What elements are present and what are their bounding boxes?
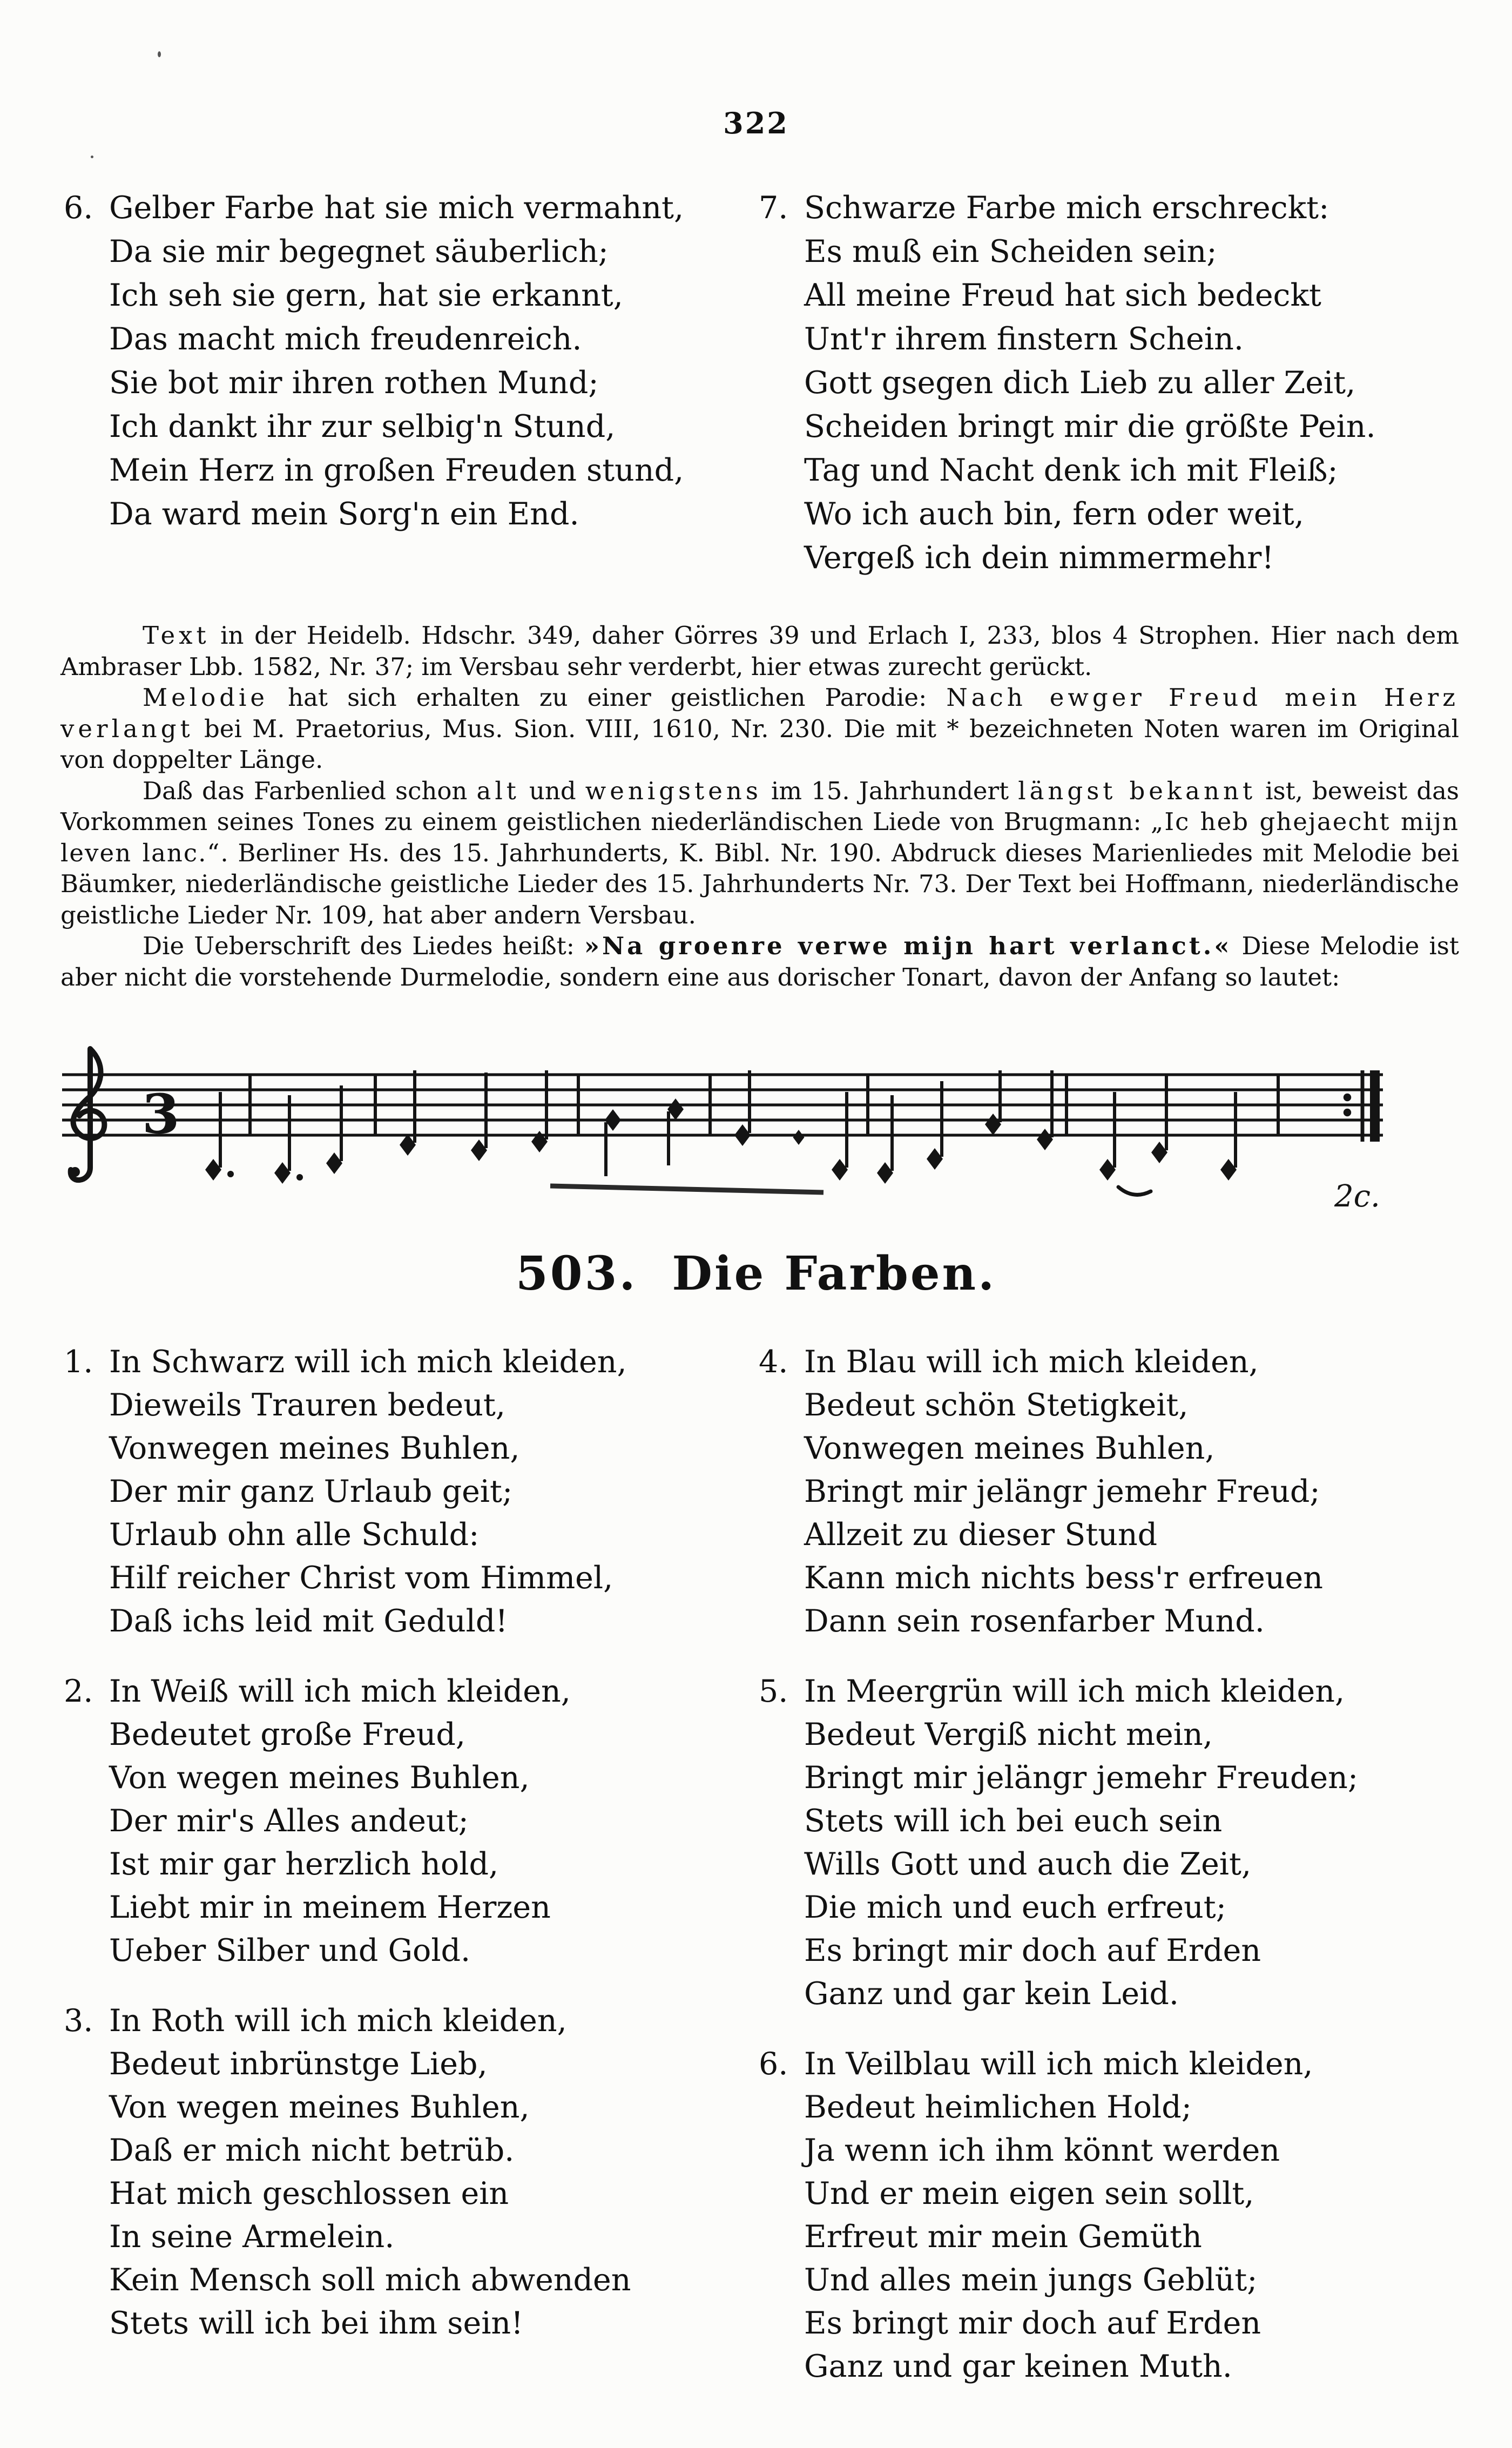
note: [793, 1130, 805, 1145]
verse-line: Es muß ein Scheiden sein;: [804, 234, 1217, 269]
note: [1099, 1092, 1151, 1195]
commentary-paragraph: [60, 775, 1459, 931]
song-verses: [64, 1340, 1468, 2415]
verse-line: All meine Freud hat sich bedeckt: [804, 278, 1321, 313]
verse-line: Hat mich geschlossen ein: [109, 2176, 509, 2211]
verse: [759, 186, 1452, 580]
verse-line: Gelber Farbe hat sie mich vermahnt,: [109, 190, 684, 226]
verse-line: Und er mein eigen sein sollt,: [804, 2176, 1254, 2211]
verse-line: Ja wenn ich ihm könnt werden: [804, 2133, 1280, 2168]
verse-line: In Roth will ich mich kleiden,: [109, 2003, 567, 2039]
verse-line: Ich dankt ihr zur selbig'n Stund,: [109, 409, 616, 444]
verse-line: Ich seh sie gern, hat sie erkannt,: [109, 278, 623, 313]
text-segment: in der Heidelb. Hdschr. 349, daher Görres 39 und Erlach I, 233, blos 4 Strophen. Hier nach dem Ambraser Lbb. 1582, Nr. 37; im Versbau sehr verderbt, hier etwas zurecht gerückt.: [60, 621, 1459, 681]
ink-speck: [91, 156, 93, 158]
verse: [759, 2042, 1452, 2388]
note: [274, 1095, 303, 1184]
text-segment: im 15. Jahrhundert: [761, 776, 1018, 805]
note: [400, 1070, 416, 1156]
text-segment: . Berliner Hs. des 15. Jahrhunderts, K. Bibl. Nr. 190. Abdruck dieses Marienliedes mit Melodie bei Bäumker, niederländische geistliche Lieder des 15. Jahrhunderts Nr. 73. Der Text bei Hoffmann, niederländische geistliche Lieder Nr. 109, hat aber andern Versbau.: [60, 838, 1460, 929]
verse-line: Von wegen meines Buhlen,: [109, 2089, 530, 2125]
verse-line: Der mir's Alles andeut;: [109, 1803, 469, 1839]
verse-line: Bringt mir jelängr jemehr Freuden;: [804, 1760, 1359, 1796]
verse-number: 2.: [64, 1674, 93, 1709]
text-segment: Melodie: [143, 683, 269, 712]
verse-line: Vergeß ich dein nimmermehr!: [804, 540, 1274, 576]
verse-line: Bedeut inbrünstge Lieb,: [109, 2046, 488, 2082]
verse-line: Und alles mein jungs Geblüt;: [804, 2262, 1258, 2298]
verse-number: 6.: [759, 2046, 788, 2082]
commentary-paragraph: [60, 682, 1459, 775]
verse-line: Urlaub ohn alle Schuld:: [109, 1517, 480, 1553]
verse-line: Wills Gott und auch die Zeit,: [804, 1846, 1252, 1882]
verse-line: Stets will ich bei ihm sein!: [109, 2305, 524, 2341]
treble-clef-icon: [71, 1049, 105, 1180]
text-segment: »Na groenre verwe mijn hart verlanct.«: [584, 932, 1232, 960]
commentary-paragraph: [60, 620, 1459, 682]
verse-line: Ganz und gar keinen Muth.: [804, 2349, 1232, 2384]
verse-line: Hilf reicher Christ vom Himmel,: [109, 1560, 613, 1596]
verse-column-left: [64, 1340, 759, 2415]
note: [1037, 1070, 1053, 1150]
slur: [1118, 1187, 1151, 1195]
previous-song-verses: [64, 186, 1452, 607]
note: [667, 1098, 684, 1165]
verse-line: Sie bot mir ihren rothen Mund;: [109, 365, 599, 401]
verse-line: Bedeut schön Stetigkeit,: [804, 1387, 1189, 1423]
verse-number: 3.: [64, 2003, 93, 2039]
verse-line: Daß er mich nicht betrüb.: [109, 2133, 515, 2168]
page-number: 322: [723, 106, 789, 140]
verse-line: Daß ichs leid mit Geduld!: [109, 1603, 508, 1639]
text-segment: hat sich erhalten zu einer geistlichen Parodie:: [268, 683, 947, 712]
verse-line: Dieweils Trauren bedeut,: [109, 1387, 505, 1423]
verse-line: Dann sein rosenfarber Mund.: [804, 1603, 1265, 1639]
text-segment: „Ic heb ghejaecht mijn leven lanc.“: [60, 807, 1459, 867]
verse: [64, 186, 759, 536]
verse-line: Mein Herz in großen Freuden stund,: [109, 453, 684, 488]
note: [927, 1081, 943, 1170]
verse-line: In Meergrün will ich mich kleiden,: [804, 1674, 1345, 1709]
song-heading: [0, 1246, 1512, 1301]
ink-smear: [550, 1186, 824, 1192]
note: [605, 1109, 621, 1176]
treble-clef-icon: [70, 1167, 80, 1177]
verse-line: Die mich und euch erfreut;: [804, 1890, 1226, 1925]
verse-line: Kann mich nichts bess'r erfreuen: [804, 1560, 1323, 1596]
verse-line: Unt'r ihrem finstern Schein.: [804, 321, 1244, 357]
verse-line: Es bringt mir doch auf Erden: [804, 1933, 1261, 1968]
verse-column-left: [64, 186, 759, 607]
text-segment: längst bekannt: [1018, 776, 1257, 805]
song-title: Die Farben.: [672, 1246, 997, 1301]
verse-number: 5.: [759, 1674, 788, 1709]
verse-line: Vonwegen meines Buhlen,: [804, 1431, 1215, 1466]
note: [985, 1070, 1001, 1135]
verse-line: Kein Mensch soll mich abwenden: [109, 2262, 631, 2298]
verse-line: In Schwarz will ich mich kleiden,: [109, 1344, 627, 1380]
verse-line: Schwarze Farbe mich erschreckt:: [804, 190, 1329, 226]
verse-line: Bedeut Vergiß nicht mein,: [804, 1717, 1213, 1752]
verse-line: Ganz und gar kein Leid.: [804, 1976, 1179, 2012]
verse: [64, 1340, 759, 1643]
note: [877, 1095, 893, 1184]
verse-line: Da ward mein Sorg'n ein End.: [109, 496, 579, 532]
verse-line: Da sie mir begegnet säuberlich;: [109, 234, 609, 269]
note: [531, 1070, 548, 1152]
verse-line: Das macht mich freudenreich.: [109, 321, 582, 357]
verse-line: Der mir ganz Urlaub geit;: [109, 1474, 513, 1509]
verse-line: Scheiden bringt mir die größte Pein.: [804, 409, 1376, 444]
note: [326, 1085, 342, 1174]
verse-line: Erfreut mir mein Gemüth: [804, 2219, 1202, 2255]
verse: [64, 1999, 759, 2345]
verse-line: Vonwegen meines Buhlen,: [109, 1431, 520, 1466]
verse-number: 6.: [64, 190, 93, 226]
verse-line: Von wegen meines Buhlen,: [109, 1760, 530, 1796]
staff-svg: [51, 1042, 1390, 1220]
note: [734, 1070, 751, 1146]
text-segment: Nach ewger Freud mein Herz verlangt: [60, 683, 1459, 743]
commentary-paragraph: [60, 930, 1459, 993]
verse: [759, 1670, 1452, 2015]
verse-column-right: [759, 1340, 1452, 2415]
verse-number: 7.: [759, 190, 788, 226]
verse-line: In Weiß will ich mich kleiden,: [109, 1674, 571, 1709]
text-segment: Diese Melodie ist aber nicht die vorstehende Durmelodie, sondern eine aus dorischer Tonart, davon der Anfang so lautet:: [60, 932, 1459, 992]
text-segment: ist, beweist das Vorkommen seines Tones zu einem geistlichen niederländischen Liede von Brugmann:: [60, 776, 1459, 836]
verse-line: Wo ich auch bin, fern oder weit,: [804, 496, 1304, 532]
verse-number: 4.: [759, 1344, 788, 1380]
text-segment: und: [519, 776, 585, 805]
verse: [759, 1340, 1452, 1643]
text-segment: Text: [143, 621, 210, 650]
music-staff: [51, 1042, 1390, 1220]
verse-line: In Veilblau will ich mich kleiden,: [804, 2046, 1313, 2082]
verse-line: In Blau will ich mich kleiden,: [804, 1344, 1259, 1380]
verse: [64, 1670, 759, 1972]
verse-line: Ist mir gar herzlich hold,: [109, 1846, 499, 1882]
ink-speck: [158, 51, 161, 57]
verse-line: In seine Armelein.: [109, 2219, 395, 2255]
verse-line: Allzeit zu dieser Stund: [804, 1517, 1158, 1553]
verse-number: 1.: [64, 1344, 93, 1380]
time-signature: 3: [142, 1082, 180, 1146]
verse-line: Ueber Silber und Gold.: [109, 1933, 471, 1968]
verse-line: Es bringt mir doch auf Erden: [804, 2305, 1261, 2341]
verse-line: Bedeutet große Freud,: [109, 1717, 466, 1752]
text-segment: bei M. Praetorius, Mus. Sion. VIII, 1610, Nr. 230. Die mit * bezeichneten Noten waren im Original von doppelter Länge.: [60, 714, 1459, 774]
etc-mark: 2c.: [1334, 1179, 1380, 1214]
commentary-notes: [60, 620, 1459, 993]
verse-line: Bringt mir jelängr jemehr Freud;: [804, 1474, 1320, 1509]
verse-line: Liebt mir in meinem Herzen: [109, 1890, 551, 1925]
verse-line: Bedeut heimlichen Hold;: [804, 2089, 1192, 2125]
verse-line: Tag und Nacht denk ich mit Fleiß;: [804, 453, 1338, 488]
song-number: 503.: [515, 1246, 638, 1301]
text-segment: alt: [476, 776, 520, 805]
text-segment: Die Ueberschrift des Liedes heißt:: [143, 932, 584, 960]
note: [471, 1073, 487, 1161]
verse-column-right: [759, 186, 1452, 607]
verse-line: Stets will ich bei euch sein: [804, 1803, 1223, 1839]
verse-line: Gott gsegen dich Lieb zu aller Zeit,: [804, 365, 1356, 401]
text-segment: Daß das Farbenlied schon: [143, 776, 477, 805]
text-segment: wenigstens: [585, 776, 762, 805]
